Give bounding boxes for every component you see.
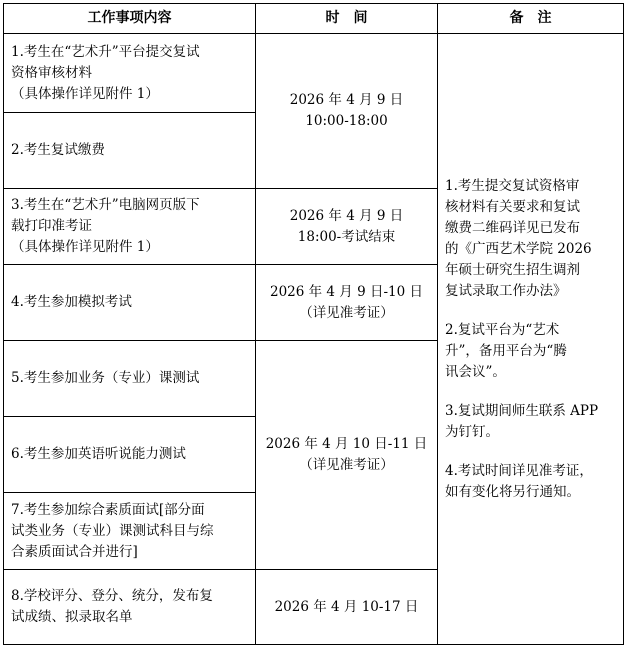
time-text: 2026 年 4 月 9 日 10:00-18:00 — [289, 92, 404, 129]
note-2: 2.复试平台为“艺术 升”，备用平台为“腾 讯会议”。 — [445, 321, 567, 380]
time-cell — [256, 341, 438, 570]
time-text: 2026 年 4 月 9 日 18:00-考试结束 — [289, 207, 404, 245]
task-cell — [4, 113, 256, 189]
note-cell — [438, 34, 624, 645]
time-text: 2026 年 4 月 10 日-11 日 （详见准考证） — [265, 436, 428, 473]
task-text: 8.学校评分、登分、统分，发布复 试成绩、拟录取名单 — [11, 588, 213, 625]
time-cell — [256, 570, 438, 645]
task-cell — [4, 265, 256, 341]
table-row — [4, 34, 624, 113]
time-cell — [256, 265, 438, 341]
task-text: 7.考生参加综合素质面试[部分面 试类业务（专业）课测试科目与综 合素质面试合并进行] — [11, 501, 214, 560]
note-3: 3.复试期间师生联系 APP 为钉钉。 — [445, 402, 599, 440]
header-time: 时 间 — [256, 4, 438, 34]
time-cell — [256, 34, 438, 189]
time-text: 2026 年 4 月 9 日-10 日 （详见准考证） — [269, 283, 424, 321]
task-cell — [4, 417, 256, 493]
task-cell — [4, 493, 256, 570]
header-note: 备 注 — [438, 4, 624, 34]
note-4: 4.考试时间详见准考证， 如有变化将另行通知。 — [445, 462, 593, 500]
schedule-table — [3, 3, 624, 645]
task-text: 5.考生参加业务（专业）课测试 — [11, 370, 200, 386]
task-text: 6.考生参加英语听说能力测试 — [11, 446, 186, 462]
task-text: 2.考生复试缴费 — [11, 142, 105, 158]
task-text: 4.考生参加模拟考试 — [11, 294, 132, 310]
task-cell — [4, 34, 256, 113]
time-cell — [256, 189, 438, 265]
header-row — [4, 4, 624, 34]
header-task: 工作事项内容 — [4, 4, 256, 34]
task-cell — [4, 189, 256, 265]
task-text: 3.考生在“艺术升”电脑网页版下 载打印准考证 （具体操作详见附件 1） — [11, 197, 200, 255]
note-1: 1.考生提交复试资格审 核材料有关要求和复试 缴费二维码详见已发布 的《广西艺术学院 2026 年硕士研究生招生调剂 复试录取工作办法》 — [445, 177, 592, 299]
task-cell — [4, 341, 256, 417]
task-cell — [4, 570, 256, 645]
time-text: 2026 年 4 月 10-17 日 — [274, 598, 419, 615]
task-text: 1.考生在“艺术升”平台提交复试 资格审核材料 （具体操作详见附件 1） — [11, 43, 200, 102]
